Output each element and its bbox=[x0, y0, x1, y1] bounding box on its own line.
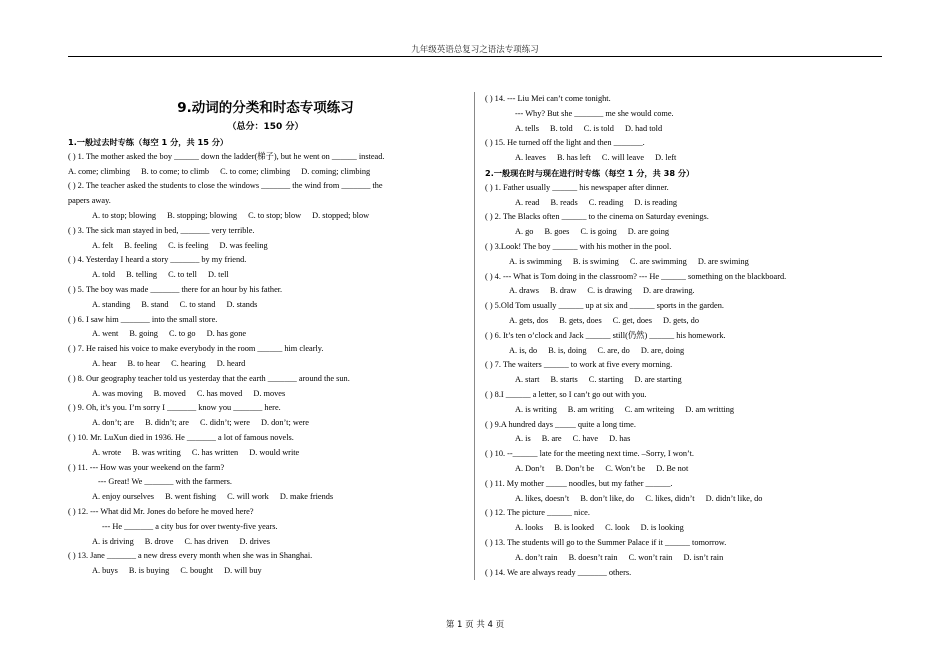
option: A. is, do bbox=[509, 345, 538, 355]
question: --- Why? But she _______ me she would come. bbox=[515, 108, 674, 118]
option: A. go bbox=[515, 227, 534, 237]
options bbox=[485, 255, 880, 270]
options bbox=[485, 373, 880, 388]
option: D. are drawing. bbox=[642, 286, 695, 296]
options bbox=[68, 490, 463, 505]
option: B. starts bbox=[550, 375, 578, 385]
option: C. is feeling bbox=[168, 240, 209, 250]
option: A. is writing bbox=[515, 404, 557, 414]
option: C. has moved bbox=[196, 388, 243, 398]
option: D. is looking bbox=[640, 523, 684, 533]
option: D. tell bbox=[208, 270, 229, 280]
option: D. isn’t rain bbox=[683, 552, 724, 562]
option: C. starting bbox=[588, 375, 624, 385]
section-heading: 1.一般过去时专练（每空 1 分，共 15 分） bbox=[68, 137, 229, 147]
option: A. to stop; blowing bbox=[92, 210, 157, 220]
option: C. has written bbox=[191, 447, 239, 457]
option: B. stand bbox=[141, 299, 169, 309]
option: D. are, doing bbox=[640, 345, 685, 355]
options bbox=[485, 403, 880, 418]
option: B. feeling bbox=[124, 240, 157, 250]
options bbox=[485, 344, 880, 359]
question: ( ) 7. He raised his voice to make everybody in the room ______ him clearly. bbox=[68, 344, 324, 354]
option: D. are swiming bbox=[697, 256, 749, 266]
option: D. don’t; were bbox=[260, 418, 309, 428]
option: A. read bbox=[515, 197, 540, 207]
question: ( ) 10. Mr. LuXun died in 1936. He _______ a lot of famous novels. bbox=[68, 432, 294, 442]
options bbox=[485, 521, 880, 536]
section-heading: 2.一般现在时与现在进行时专练（每空 1 分，共 38 分） bbox=[485, 167, 695, 178]
option: D. are starting bbox=[634, 375, 682, 385]
option: C. are, do bbox=[597, 345, 630, 355]
page-header: 九年级英语总复习之语法专项练习 bbox=[411, 45, 539, 55]
question: ( ) 4. Yesterday I heard a story _______ by my friend. bbox=[68, 255, 247, 265]
option: A. was moving bbox=[92, 388, 143, 398]
options bbox=[68, 357, 463, 372]
option: B. telling bbox=[126, 270, 158, 280]
question: ( ) 9.A hundred days _____ quite a long time. bbox=[485, 419, 636, 429]
question: ( ) 11. My mother _____ noodles, but my father ______. bbox=[485, 478, 673, 488]
question: ( ) 13. Jane _______ a new dress every month when she was in Shanghai. bbox=[68, 551, 313, 561]
option: B. is, doing bbox=[548, 345, 587, 355]
page-footer: 第 1 页 共 4 页 bbox=[445, 620, 505, 630]
options bbox=[68, 239, 463, 254]
options bbox=[68, 298, 463, 313]
option: C. hearing bbox=[171, 358, 206, 368]
option: A. don’t rain bbox=[515, 552, 558, 562]
question: ( ) 8.I ______ a letter, so I can’t go out with you. bbox=[485, 389, 647, 399]
option: A. enjoy ourselves bbox=[92, 492, 154, 502]
option: D. stands bbox=[226, 299, 258, 309]
column-divider bbox=[474, 92, 475, 580]
option: D. gets, do bbox=[663, 315, 699, 325]
option: A. went bbox=[92, 329, 119, 339]
option: B. went fishing bbox=[165, 492, 216, 502]
option: A. tells bbox=[515, 123, 539, 133]
option: A. told bbox=[92, 270, 116, 280]
option: B. is looked bbox=[554, 523, 595, 533]
option: C. look bbox=[605, 523, 630, 533]
question: papers away. bbox=[68, 196, 111, 206]
option: D. has bbox=[609, 434, 631, 444]
options bbox=[68, 268, 463, 283]
option: C. to stop; blow bbox=[248, 210, 302, 220]
question: ( ) 10. --______ late for the meeting next time. –Sorry, I won’t. bbox=[485, 449, 694, 459]
option: D. didn’t like, do bbox=[705, 493, 763, 503]
question: --- He _______ a city bus for over twenty-five years. bbox=[102, 521, 278, 531]
option: A. hear bbox=[92, 358, 117, 368]
option: B. told bbox=[550, 123, 573, 133]
question: ( ) 14. We are always ready _______ others. bbox=[485, 567, 632, 577]
option: A. standing bbox=[92, 299, 131, 309]
question: ( ) 2. The Blacks often ______ to the cinema on Saturday evenings. bbox=[485, 212, 709, 222]
option: B. draw bbox=[550, 286, 577, 296]
option: B. stopping; blowing bbox=[167, 210, 237, 220]
question: ( ) 12. The picture ______ nice. bbox=[485, 508, 590, 518]
option: A. Don’t bbox=[515, 463, 545, 473]
options bbox=[68, 165, 463, 180]
option: D. would write bbox=[249, 447, 300, 457]
option: C. didn’t; were bbox=[200, 418, 250, 428]
option: B. is swiming bbox=[572, 256, 619, 266]
option: C. get, does bbox=[612, 315, 652, 325]
options bbox=[485, 462, 880, 477]
option: A. draws bbox=[509, 286, 539, 296]
question: ( ) 4. --- What is Tom doing in the classroom? --- He ______ something on the blackboard. bbox=[485, 271, 787, 281]
question: ( ) 6. I saw him _______ into the small store. bbox=[68, 314, 218, 324]
question: ( ) 5. The boy was made _______ there for an hour by his father. bbox=[68, 284, 283, 294]
options bbox=[68, 209, 463, 224]
options bbox=[485, 314, 880, 329]
option: C. bought bbox=[180, 566, 214, 576]
options bbox=[68, 564, 463, 579]
options bbox=[485, 432, 880, 447]
options bbox=[68, 416, 463, 431]
option: A. is bbox=[515, 434, 531, 444]
question: ( ) 8. Our geography teacher told us yesterday that the earth _______ around the sun. bbox=[68, 373, 350, 383]
question: ( ) 1. Father usually ______ his newspaper after dinner. bbox=[485, 182, 669, 192]
options bbox=[485, 284, 880, 299]
option: D. moves bbox=[253, 388, 286, 398]
option: C. is told bbox=[583, 123, 614, 133]
option: C. won’t rain bbox=[628, 552, 673, 562]
option: A. is swimming bbox=[509, 256, 562, 266]
options bbox=[68, 327, 463, 342]
option: C. to stand bbox=[179, 299, 216, 309]
option: B. was writing bbox=[132, 447, 181, 457]
option: D. make friends bbox=[279, 492, 334, 502]
option: C. to tell bbox=[168, 270, 197, 280]
page-subtitle: （总分：150 分） bbox=[227, 122, 304, 132]
question: --- Great! We _______ with the farmers. bbox=[98, 477, 232, 487]
option: B. doesn’t rain bbox=[568, 552, 618, 562]
question: ( ) 11. --- How was your weekend on the farm? bbox=[68, 462, 225, 472]
option: B. are bbox=[541, 434, 562, 444]
question: ( ) 2. The teacher asked the students to close the windows _______ the wind from _______ the bbox=[68, 181, 383, 191]
option: C. have bbox=[572, 434, 599, 444]
question: ( ) 5.Old Tom usually ______ up at six and ______ sports in the garden. bbox=[485, 301, 724, 311]
option: B. going bbox=[129, 329, 158, 339]
option: C. to go bbox=[169, 329, 196, 339]
option: C. is going bbox=[580, 227, 617, 237]
option: D. had told bbox=[625, 123, 663, 133]
option: A. buys bbox=[92, 566, 118, 576]
question: ( ) 1. The mother asked the boy ______ down the ladder(梯子), but he went on ______ instead. bbox=[68, 151, 385, 161]
option: D. are going bbox=[627, 227, 670, 237]
options bbox=[68, 535, 463, 550]
option: A. gets, dos bbox=[509, 315, 549, 325]
options bbox=[68, 446, 463, 461]
option: B. didn’t; are bbox=[145, 418, 189, 428]
option: A. looks bbox=[515, 523, 544, 533]
option: D. stopped; blow bbox=[312, 210, 370, 220]
option: C. likes, didn’t bbox=[645, 493, 695, 503]
option: B. is buying bbox=[128, 566, 170, 576]
question: ( ) 13. The students will go to the Summer Palace if it ______ tomorrow. bbox=[485, 537, 727, 547]
option: D. am writting bbox=[685, 404, 734, 414]
question: ( ) 7. The waiters ______ to work at five every morning. bbox=[485, 360, 673, 370]
option: D. coming; climbing bbox=[301, 166, 371, 176]
question: ( ) 9. Oh, it’s you. I’m sorry I _______ know you _______ here. bbox=[68, 403, 281, 413]
option: B. reads bbox=[550, 197, 578, 207]
option: D. drives bbox=[239, 536, 270, 546]
option: D. has gone bbox=[206, 329, 247, 339]
option: C. has driven bbox=[184, 536, 229, 546]
options bbox=[485, 225, 880, 240]
options bbox=[485, 492, 880, 507]
left-column bbox=[68, 98, 463, 579]
option: C. will leave bbox=[601, 153, 645, 163]
option: D. Be not bbox=[656, 463, 689, 473]
question: ( ) 15. He turned off the light and then _______. bbox=[485, 138, 645, 148]
option: A. likes, doesn’t bbox=[515, 493, 570, 503]
option: A. start bbox=[515, 375, 540, 385]
question: ( ) 3. The sick man stayed in bed, _______ very terrible. bbox=[68, 225, 255, 235]
option: D. was feeling bbox=[219, 240, 268, 250]
option: A. is driving bbox=[92, 536, 134, 546]
options bbox=[485, 551, 880, 566]
option: B. am writing bbox=[567, 404, 614, 414]
question: ( ) 14. --- Liu Mei can’t come tonight. bbox=[485, 94, 611, 103]
option: A. come; climbing bbox=[68, 166, 130, 176]
option: D. will buy bbox=[224, 566, 262, 576]
option: A. wrote bbox=[92, 447, 122, 457]
option: C. are swimming bbox=[629, 256, 687, 266]
right-column bbox=[485, 92, 880, 580]
option: B. don’t like, do bbox=[580, 493, 635, 503]
options bbox=[68, 387, 463, 402]
options bbox=[485, 151, 880, 166]
option: B. to hear bbox=[127, 358, 160, 368]
option: B. goes bbox=[544, 227, 570, 237]
option: A. felt bbox=[92, 240, 114, 250]
option: C. Won’t be bbox=[605, 463, 646, 473]
options bbox=[485, 122, 880, 137]
option: B. moved bbox=[153, 388, 186, 398]
option: C. am writeing bbox=[624, 404, 675, 414]
page-title: 9.动词的分类和时态专项练习 bbox=[177, 100, 354, 116]
option: B. drove bbox=[144, 536, 174, 546]
option: C. to come; climbing bbox=[220, 166, 291, 176]
question: ( ) 6. It’s ten o’clock and Jack ______ still(仍然) ______ his homework. bbox=[485, 330, 726, 340]
option: C. will work bbox=[227, 492, 269, 502]
option: B. Don’t be bbox=[555, 463, 595, 473]
option: D. is reading bbox=[634, 197, 678, 207]
question: ( ) 3.Look! The boy ______ with his mother in the pool. bbox=[485, 241, 672, 251]
question: ( ) 12. --- What did Mr. Jones do before he moved here? bbox=[68, 506, 254, 516]
option: C. reading bbox=[588, 197, 624, 207]
option: B. gets, does bbox=[559, 315, 602, 325]
option: C. is drawing bbox=[587, 286, 632, 296]
option: A. leaves bbox=[515, 153, 546, 163]
option: A. don’t; are bbox=[92, 418, 135, 428]
option: B. to come; to climb bbox=[141, 166, 210, 176]
options bbox=[485, 196, 880, 211]
option: D. heard bbox=[216, 358, 246, 368]
option: B. has left bbox=[556, 153, 591, 163]
header-rule bbox=[68, 56, 882, 57]
option: D. left bbox=[655, 153, 677, 163]
